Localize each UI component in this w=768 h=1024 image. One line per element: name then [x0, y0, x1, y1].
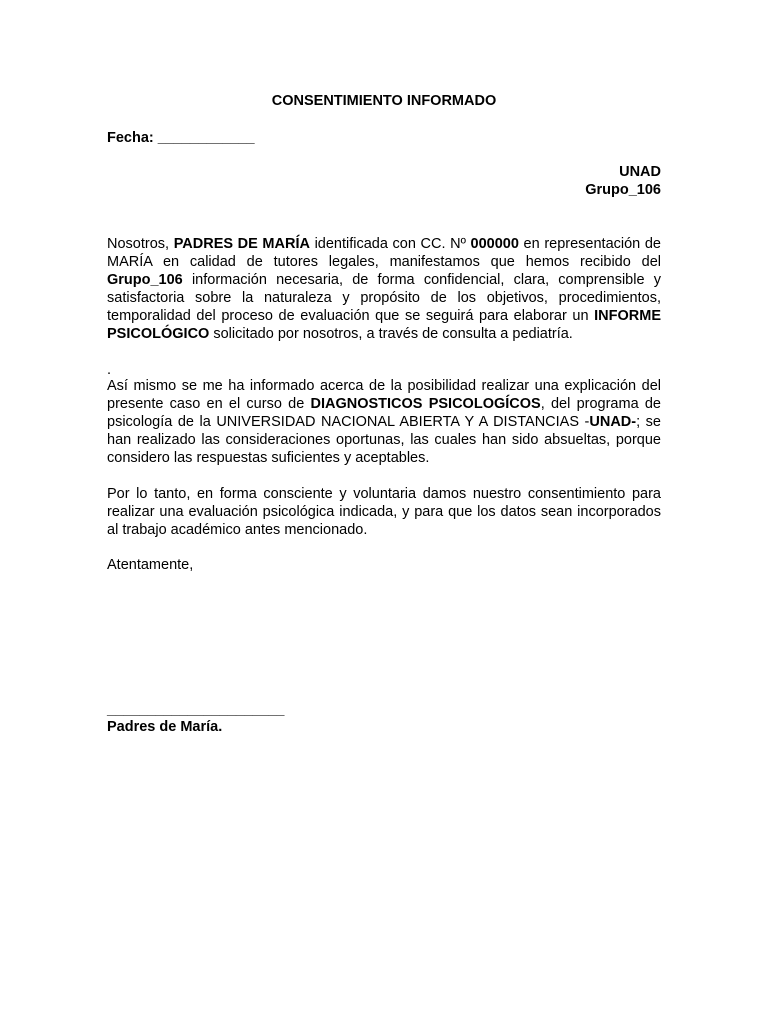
text-segment: en representación de MARÍA en calidad de tutores legales, manifestamos que hemos recibido del: [107, 236, 661, 270]
document-title: CONSENTIMIENTO INFORMADO: [271, 93, 497, 109]
group-name: Grupo_106: [585, 182, 661, 198]
stray-dot: .: [107, 362, 112, 378]
recipient-block: [585, 163, 661, 199]
institution-name: UNAD: [619, 164, 661, 180]
paragraph-consent-statement: Por lo tanto, en forma consciente y voluntaria damos nuestro consentimiento para realizar una evaluación psicológica indicada, y para que los datos sean incorporados al trabajo académico antes mencionado.: [107, 486, 661, 538]
paragraph-consent-intro: [107, 235, 661, 343]
university-acronym: UNAD-: [589, 414, 637, 430]
text-segment: solicitado por nosotros, a través de consulta a pediatría.: [209, 326, 573, 342]
group-reference: Grupo_106: [107, 272, 183, 288]
date-field: Fecha: ____________: [107, 130, 255, 146]
signature-line: ______________________: [107, 702, 285, 718]
closing-salutation: Atentamente,: [107, 557, 194, 573]
paragraph-course-info: [107, 377, 661, 467]
signature-name: Padres de María.: [107, 719, 223, 735]
course-name: DIAGNOSTICOS PSICOLOGÍCOS: [310, 396, 541, 412]
text-segment: ; se han realizado las consideraciones oportunas, las cuales han sido absueltas, porque considero las respuestas suficientes y aceptables.: [107, 414, 661, 466]
text-segment: identificada con CC. Nº: [309, 236, 471, 252]
id-number: 000000: [470, 236, 519, 252]
report-type: INFORME PSICOLÓGICO: [107, 308, 661, 342]
text-segment: Nosotros,: [107, 236, 174, 252]
text-segment: Así mismo se me ha informado acerca de la posibilidad realizar una explicación del presente caso en el curso de: [107, 378, 661, 412]
text-segment: información necesaria, de forma confidencial, clara, comprensible y satisfactoria sobre la naturaleza y propósito de los objetivos, procedimientos, temporalidad del proceso de evaluación que se seguirá para elaborar un: [107, 272, 661, 324]
parents-name: PADRES DE MARÍA: [173, 236, 310, 252]
text-segment: , del programa de psicología de la UNIVERSIDAD NACIONAL ABIERTA Y A DISTANCIAS -: [107, 396, 662, 430]
